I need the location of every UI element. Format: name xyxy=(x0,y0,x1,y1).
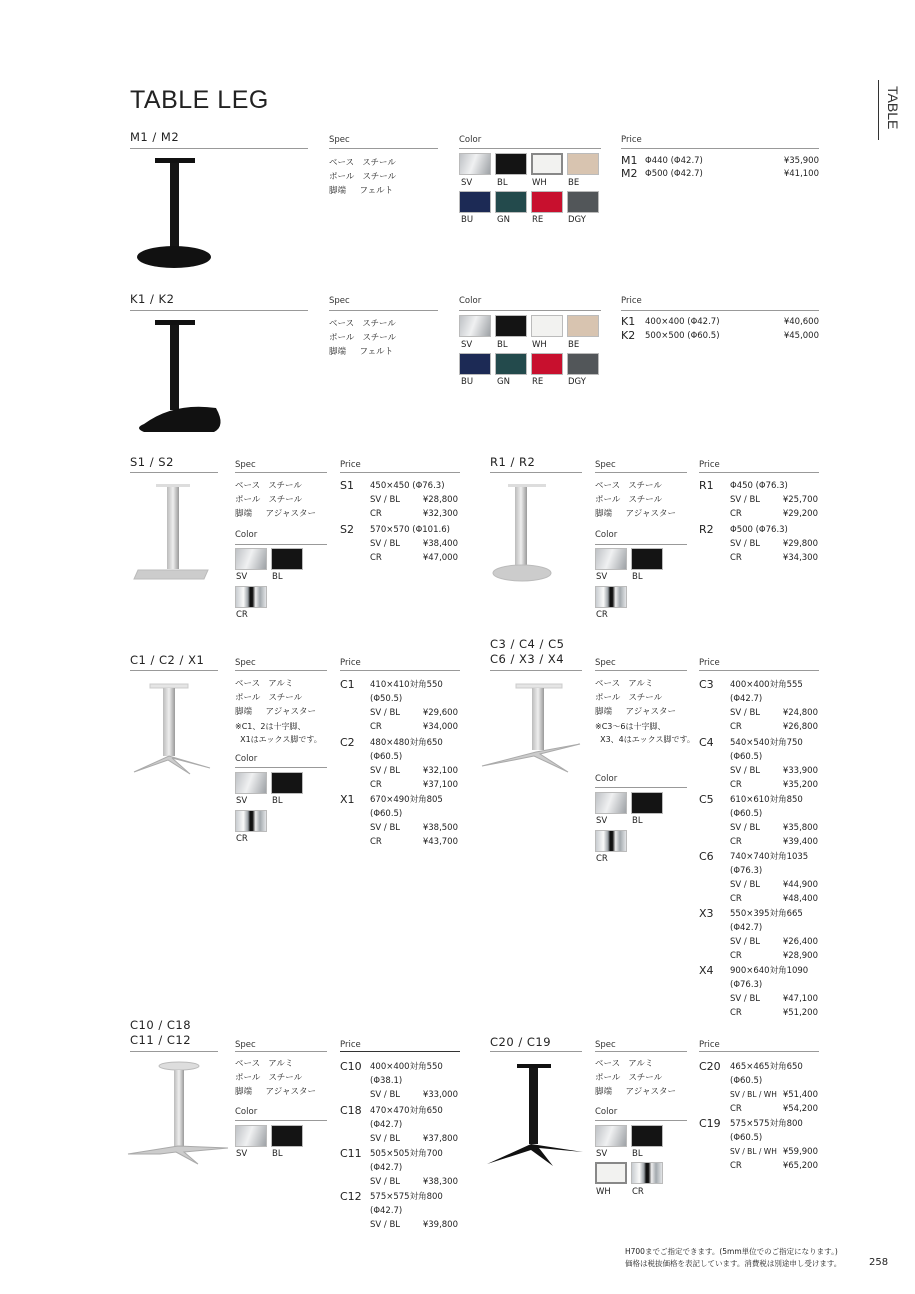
finish-label: SV / BL xyxy=(370,1090,401,1100)
swatch-label: BU xyxy=(461,215,474,225)
swatch-label: SV xyxy=(236,572,248,582)
model-code: R1 xyxy=(699,479,714,492)
model-diameter: (Φ38.1) xyxy=(370,1076,403,1086)
swatch-label: WH xyxy=(532,340,547,350)
model-size: 550×395対角665 xyxy=(730,909,803,919)
finish-label: SV / BL xyxy=(730,937,761,947)
finish-label: SV / BL xyxy=(370,1177,401,1187)
spec-list-k: ベース スチール ポール スチール 脚端 フェルト xyxy=(329,319,397,357)
model-size: 465×465対角650 xyxy=(730,1062,803,1072)
table-leg-c10-image xyxy=(124,1058,234,1170)
spec-heading: Spec xyxy=(595,460,616,470)
model-code: M1 xyxy=(621,154,638,167)
finish-label: SV / BL xyxy=(730,539,761,549)
color-heading: Color xyxy=(595,530,618,540)
silver-swatch[interactable] xyxy=(459,315,491,337)
divider xyxy=(699,670,819,671)
finish-label: SV / BL / WH xyxy=(730,1147,777,1156)
swatch-label: BL xyxy=(272,796,283,806)
model-price: ¥28,900 xyxy=(782,951,818,961)
blue-swatch[interactable] xyxy=(459,353,491,375)
spec-heading: Spec xyxy=(329,135,350,145)
model-price: ¥47,000 xyxy=(422,553,458,563)
model-code: C2 xyxy=(340,736,355,749)
model-size: 540×540対角750 xyxy=(730,738,803,748)
green-swatch[interactable] xyxy=(495,191,527,213)
price-heading: Price xyxy=(621,296,642,306)
model-diameter: (Φ42.7) xyxy=(370,1206,403,1216)
model-diameter: (Φ60.5) xyxy=(730,752,763,762)
price-heading: Price xyxy=(621,135,642,145)
model-price: ¥54,200 xyxy=(782,1104,818,1114)
spec-list-c: ベース アルミ ポール スチール 脚端 アジャスター xyxy=(235,679,317,717)
spec-list-m: ベース スチール ポール スチール 脚端 フェルト xyxy=(329,158,397,196)
black-swatch[interactable] xyxy=(271,548,303,570)
color-heading: Color xyxy=(459,296,482,306)
finish-label: SV / BL xyxy=(730,994,761,1004)
footnote: H700までご指定できます。(5mm単位でのご指定になります。) 価格は税抜価格を表記しています。消費税は別途申し受けます。 xyxy=(625,1247,842,1268)
finish-label: CR xyxy=(370,509,382,519)
swatch-label: SV xyxy=(461,178,473,188)
model-price: ¥32,100 xyxy=(422,766,458,776)
divider xyxy=(595,670,687,671)
model-price: ¥41,100 xyxy=(783,169,819,179)
silver-swatch[interactable] xyxy=(459,153,491,175)
model-price: ¥35,200 xyxy=(782,780,818,790)
price-heading: Price xyxy=(340,460,361,470)
beige-swatch[interactable] xyxy=(567,315,599,337)
finish-label: SV / BL xyxy=(370,823,401,833)
model-size: 400×400対角550 xyxy=(370,1062,443,1072)
model-code: R2 xyxy=(699,523,714,536)
model-size: 450×450 (Φ76.3) xyxy=(370,481,445,491)
swatch-label: SV xyxy=(596,572,608,582)
model-size: 575×575対角800 xyxy=(730,1119,803,1129)
swatch-label: DGY xyxy=(568,215,586,225)
divider xyxy=(235,670,327,671)
model-price: ¥29,800 xyxy=(782,539,818,549)
leg-type-note: ※C1、2は十字脚、 X1はエックス脚です。 xyxy=(235,722,322,744)
divider xyxy=(595,472,687,473)
finish-label: CR xyxy=(730,837,742,847)
model-code: X4 xyxy=(699,964,714,977)
model-code: K2 xyxy=(621,329,636,342)
model-size: 670×490対角805 xyxy=(370,795,443,805)
black-swatch[interactable] xyxy=(631,792,663,814)
swatch-label: BL xyxy=(497,178,508,188)
swatch-label: BU xyxy=(461,377,474,387)
white-swatch[interactable] xyxy=(531,315,563,337)
silver-swatch[interactable] xyxy=(595,548,627,570)
table-leg-k-image xyxy=(130,314,310,438)
model-size: 575×575対角800 xyxy=(370,1192,443,1202)
model-size: Φ440 (Φ42.7) xyxy=(645,156,703,166)
finish-label: CR xyxy=(370,722,382,732)
chrome-swatch[interactable] xyxy=(595,830,627,852)
swatch-label: SV xyxy=(236,1149,248,1159)
model-code: C1 xyxy=(340,678,355,691)
finish-label: SV / BL xyxy=(370,1134,401,1144)
swatch-label: BL xyxy=(272,1149,283,1159)
dark-gray-swatch[interactable] xyxy=(567,353,599,375)
model-diameter: (Φ60.5) xyxy=(370,752,403,762)
finish-label: SV / BL xyxy=(730,495,761,505)
swatch-label: BL xyxy=(632,572,643,582)
divider xyxy=(340,670,460,671)
model-price: ¥29,200 xyxy=(782,509,818,519)
swatch-label: DGY xyxy=(568,377,586,387)
model-price: ¥35,800 xyxy=(782,823,818,833)
model-size: Φ500 (Φ42.7) xyxy=(645,169,703,179)
model-size: 500×500 (Φ60.5) xyxy=(645,331,720,341)
table-leg-r-image xyxy=(490,478,580,586)
product-name-c3: C3 / C4 / C5 C6 / X3 / X4 xyxy=(490,637,565,666)
chrome-swatch[interactable] xyxy=(631,1162,663,1184)
model-code: C19 xyxy=(699,1117,721,1130)
section-tab xyxy=(878,80,908,140)
swatch-label: BL xyxy=(272,572,283,582)
table-leg-c3-image xyxy=(478,680,590,780)
model-size: 400×400 (Φ42.7) xyxy=(645,317,720,327)
finish-label: CR xyxy=(730,951,742,961)
swatch-label: SV xyxy=(236,796,248,806)
finish-label: SV / BL xyxy=(370,1220,401,1230)
finish-label: CR xyxy=(730,1008,742,1018)
model-code: X3 xyxy=(699,907,714,920)
model-size: 400×400対角555 xyxy=(730,680,803,690)
spec-heading: Spec xyxy=(235,658,256,668)
black-swatch[interactable] xyxy=(495,315,527,337)
divider xyxy=(595,787,687,788)
finish-label: CR xyxy=(370,837,382,847)
model-size: 410×410対角550 xyxy=(370,680,443,690)
model-code: C6 xyxy=(699,850,714,863)
model-code: C10 xyxy=(340,1060,362,1073)
spec-list-c3: ベース アルミ ポール スチール 脚端 アジャスター xyxy=(595,679,677,717)
divider xyxy=(235,1120,327,1121)
swatch-label: BE xyxy=(568,340,580,350)
price-heading: Price xyxy=(699,460,720,470)
model-code: S1 xyxy=(340,479,354,492)
model-price: ¥47,100 xyxy=(782,994,818,1004)
model-code: C20 xyxy=(699,1060,721,1073)
swatch-label: WH xyxy=(596,1187,611,1197)
silver-swatch[interactable] xyxy=(235,1125,267,1147)
model-code: C18 xyxy=(340,1104,362,1117)
color-heading: Color xyxy=(235,530,258,540)
divider xyxy=(621,148,819,149)
divider xyxy=(459,310,601,311)
model-price: ¥37,100 xyxy=(422,780,458,790)
finish-label: CR xyxy=(730,1104,742,1114)
swatch-label: RE xyxy=(532,215,544,225)
model-code: C5 xyxy=(699,793,714,806)
model-diameter: (Φ50.5) xyxy=(370,694,403,704)
product-name-m: M1 / M2 xyxy=(130,130,180,144)
model-code: C4 xyxy=(699,736,714,749)
swatch-label: RE xyxy=(532,377,544,387)
model-price: ¥35,900 xyxy=(783,156,819,166)
color-heading: Color xyxy=(459,135,482,145)
model-code: C12 xyxy=(340,1190,362,1203)
black-swatch[interactable] xyxy=(495,153,527,175)
divider xyxy=(130,472,218,473)
divider xyxy=(130,670,218,671)
model-price: ¥37,800 xyxy=(422,1134,458,1144)
divider xyxy=(340,1051,460,1052)
page-number: 258 xyxy=(869,1257,889,1268)
model-price: ¥43,700 xyxy=(422,837,458,847)
finish-label: CR xyxy=(730,509,742,519)
table-leg-c20-image xyxy=(485,1060,589,1170)
divider xyxy=(699,472,819,473)
model-price: ¥34,000 xyxy=(422,722,458,732)
red-swatch[interactable] xyxy=(531,353,563,375)
black-swatch[interactable] xyxy=(271,1125,303,1147)
divider xyxy=(130,148,308,149)
black-swatch[interactable] xyxy=(631,1125,663,1147)
swatch-label: SV xyxy=(461,340,473,350)
red-swatch[interactable] xyxy=(531,191,563,213)
model-price: ¥24,800 xyxy=(782,708,818,718)
model-diameter: (Φ42.7) xyxy=(370,1120,403,1130)
black-swatch[interactable] xyxy=(271,772,303,794)
swatch-label: BL xyxy=(497,340,508,350)
divider xyxy=(235,767,327,768)
finish-label: CR xyxy=(370,780,382,790)
price-heading: Price xyxy=(340,658,361,668)
model-price: ¥65,200 xyxy=(782,1161,818,1171)
divider xyxy=(595,1051,687,1052)
model-price: ¥29,600 xyxy=(422,708,458,718)
spec-list-r: ベース スチール ポール スチール 脚端 アジャスター xyxy=(595,481,677,519)
model-code: X1 xyxy=(340,793,355,806)
finish-label: SV / BL xyxy=(730,880,761,890)
silver-swatch[interactable] xyxy=(235,772,267,794)
leg-type-note: ※C3〜6は十字脚、 X3、4はエックス脚です。 xyxy=(595,722,695,744)
model-price: ¥39,800 xyxy=(422,1220,458,1230)
divider xyxy=(490,472,582,473)
model-diameter: (Φ42.7) xyxy=(370,1163,403,1173)
table-leg-m-image xyxy=(130,152,310,274)
black-swatch[interactable] xyxy=(631,548,663,570)
swatch-label: GN xyxy=(497,377,510,387)
model-price: ¥32,300 xyxy=(422,509,458,519)
price-heading: Price xyxy=(699,1040,720,1050)
finish-label: SV / BL xyxy=(370,708,401,718)
model-price: ¥33,900 xyxy=(782,766,818,776)
green-swatch[interactable] xyxy=(495,353,527,375)
finish-label: CR xyxy=(730,894,742,904)
blue-swatch[interactable] xyxy=(459,191,491,213)
model-price: ¥40,600 xyxy=(783,317,819,327)
silver-swatch[interactable] xyxy=(595,1125,627,1147)
table-leg-c-image xyxy=(130,680,220,780)
swatch-label: BL xyxy=(632,1149,643,1159)
color-heading: Color xyxy=(595,1107,618,1117)
divider xyxy=(340,472,460,473)
white-swatch[interactable] xyxy=(595,1162,627,1184)
model-price: ¥38,400 xyxy=(422,539,458,549)
spec-list-s: ベース スチール ポール スチール 脚端 アジャスター xyxy=(235,481,317,519)
color-heading: Color xyxy=(235,754,258,764)
model-size: 900×640対角1090 xyxy=(730,966,809,976)
model-price: ¥26,800 xyxy=(782,722,818,732)
finish-label: SV / BL xyxy=(370,495,401,505)
spec-heading: Spec xyxy=(235,1040,256,1050)
spec-list-c20: ベース アルミ ポール スチール 脚端 アジャスター xyxy=(595,1059,677,1097)
model-size: 480×480対角650 xyxy=(370,738,443,748)
model-price: ¥44,900 xyxy=(782,880,818,890)
divider xyxy=(130,1051,218,1052)
chrome-swatch[interactable] xyxy=(235,810,267,832)
model-code: C11 xyxy=(340,1147,362,1160)
finish-label: SV / BL xyxy=(730,766,761,776)
model-size: Φ500 (Φ76.3) xyxy=(730,525,788,535)
divider xyxy=(329,148,438,149)
product-name-c10: C10 / C18 C11 / C12 xyxy=(130,1018,192,1047)
divider xyxy=(621,310,819,311)
product-name-c20: C20 / C19 xyxy=(490,1035,552,1049)
model-price: ¥45,000 xyxy=(783,331,819,341)
model-code: C3 xyxy=(699,678,714,691)
color-heading: Color xyxy=(235,1107,258,1117)
price-heading: Price xyxy=(340,1040,361,1050)
price-heading: Price xyxy=(699,658,720,668)
swatch-label: WH xyxy=(532,178,547,188)
divider xyxy=(595,544,687,545)
swatch-label: BE xyxy=(568,178,580,188)
chrome-swatch[interactable] xyxy=(235,586,267,608)
divider xyxy=(235,544,327,545)
finish-label: SV / BL xyxy=(370,539,401,549)
model-size: 505×505対角700 xyxy=(370,1149,443,1159)
finish-label: SV / BL xyxy=(730,708,761,718)
divider xyxy=(459,148,601,149)
silver-swatch[interactable] xyxy=(595,792,627,814)
model-price: ¥38,500 xyxy=(422,823,458,833)
swatch-label: SV xyxy=(596,816,608,826)
finish-label: CR xyxy=(730,553,742,563)
model-price: ¥48,400 xyxy=(782,894,818,904)
model-price: ¥33,000 xyxy=(422,1090,458,1100)
finish-label: SV / BL xyxy=(370,766,401,776)
divider xyxy=(235,1051,327,1052)
finish-label: CR xyxy=(370,553,382,563)
model-price: ¥51,400 xyxy=(782,1090,818,1100)
model-size: Φ450 (Φ76.3) xyxy=(730,481,788,491)
model-size: 740×740対角1035 xyxy=(730,852,809,862)
finish-label: CR xyxy=(730,780,742,790)
finish-label: CR xyxy=(730,722,742,732)
chrome-swatch[interactable] xyxy=(595,586,627,608)
model-code: S2 xyxy=(340,523,354,536)
model-diameter: (Φ42.7) xyxy=(730,923,763,933)
model-diameter: (Φ76.3) xyxy=(730,866,763,876)
finish-label: SV / BL xyxy=(730,823,761,833)
model-diameter: (Φ60.5) xyxy=(370,809,403,819)
divider xyxy=(699,1051,819,1052)
swatch-label: CR xyxy=(596,854,608,864)
model-size: 570×570 (Φ101.6) xyxy=(370,525,450,535)
swatch-label: CR xyxy=(632,1187,644,1197)
model-diameter: (Φ42.7) xyxy=(730,694,763,704)
model-price: ¥28,800 xyxy=(422,495,458,505)
silver-swatch[interactable] xyxy=(235,548,267,570)
model-size: 610×610対角850 xyxy=(730,795,803,805)
color-heading: Color xyxy=(595,774,618,784)
product-name-r: R1 / R2 xyxy=(490,455,536,469)
page-title: TABLE LEG xyxy=(130,86,269,114)
swatch-label: SV xyxy=(596,1149,608,1159)
beige-swatch[interactable] xyxy=(567,153,599,175)
model-price: ¥39,400 xyxy=(782,837,818,847)
divider xyxy=(329,310,438,311)
spec-heading: Spec xyxy=(235,460,256,470)
model-code: K1 xyxy=(621,315,636,328)
model-price: ¥34,300 xyxy=(782,553,818,563)
finish-label: CR xyxy=(730,1161,742,1171)
product-name-c: C1 / C2 / X1 xyxy=(130,653,205,667)
swatch-label: CR xyxy=(236,610,248,620)
section-tab-label: TABLE xyxy=(885,86,901,130)
swatch-label: GN xyxy=(497,215,510,225)
model-diameter: (Φ60.5) xyxy=(730,1076,763,1086)
table-leg-s-image xyxy=(132,478,218,586)
spec-heading: Spec xyxy=(329,296,350,306)
model-diameter: (Φ60.5) xyxy=(730,809,763,819)
product-name-s: S1 / S2 xyxy=(130,455,174,469)
swatch-label: CR xyxy=(596,610,608,620)
spec-heading: Spec xyxy=(595,1040,616,1050)
model-price: ¥38,300 xyxy=(422,1177,458,1187)
divider xyxy=(490,1051,582,1052)
model-code: M2 xyxy=(621,167,638,180)
product-name-k: K1 / K2 xyxy=(130,292,175,306)
model-size: 470×470対角650 xyxy=(370,1106,443,1116)
divider xyxy=(235,472,327,473)
dark-gray-swatch[interactable] xyxy=(567,191,599,213)
swatch-label: BL xyxy=(632,816,643,826)
white-swatch[interactable] xyxy=(531,153,563,175)
spec-list-c10: ベース アルミ ポール スチール 脚端 アジャスター xyxy=(235,1059,317,1097)
model-diameter: (Φ76.3) xyxy=(730,980,763,990)
model-price: ¥51,200 xyxy=(782,1008,818,1018)
model-diameter: (Φ60.5) xyxy=(730,1133,763,1143)
swatch-label: CR xyxy=(236,834,248,844)
model-price: ¥59,900 xyxy=(782,1147,818,1157)
spec-heading: Spec xyxy=(595,658,616,668)
model-price: ¥26,400 xyxy=(782,937,818,947)
finish-label: SV / BL / WH xyxy=(730,1090,777,1099)
divider xyxy=(130,310,308,311)
model-price: ¥25,700 xyxy=(782,495,818,505)
divider xyxy=(490,670,582,671)
divider xyxy=(595,1120,687,1121)
